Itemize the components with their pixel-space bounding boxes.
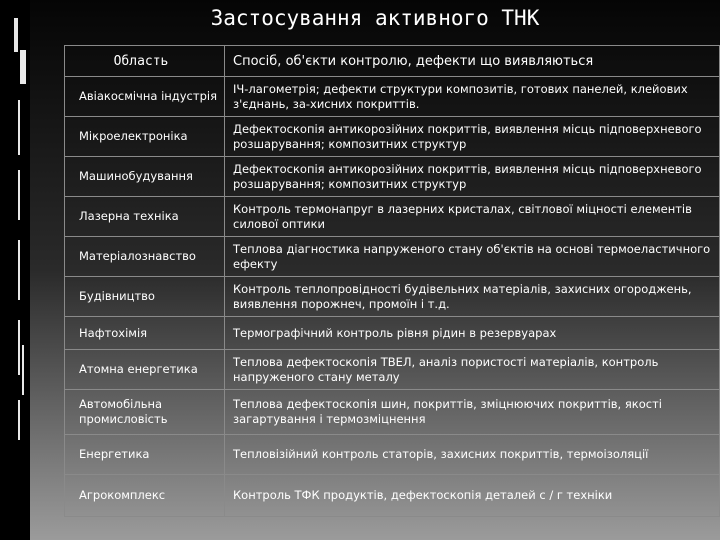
table-row (65, 277, 720, 317)
column-header-area: Область (65, 46, 225, 77)
table-header-row (65, 46, 720, 77)
area-cell: Лазерна техніка (65, 197, 225, 237)
area-cell: Авіакосмічна індустрія (65, 77, 225, 117)
area-cell: Машинобудування (65, 157, 225, 197)
methods-cell: Теплова дефектоскопія шин, покриттів, зміцнюючих покриттів, якості загартування і термозміцнення (225, 390, 720, 435)
methods-cell: Контроль теплопровідності будівельних матеріалів, захисних огороджень, виявлення порожнеч, промоїн і т.д. (225, 277, 720, 317)
methods-cell: Теплова дефектоскопія ТВЕЛ, аналіз пористості матеріалів, контроль напруженого стану металу (225, 350, 720, 390)
decor-bar (18, 320, 20, 375)
area-cell: Нафтохімія (65, 317, 225, 350)
applications-table (64, 45, 720, 517)
area-cell: Автомобільна промисловість (65, 390, 225, 435)
table-row (65, 237, 720, 277)
slide-title: Застосування активного ТНК (210, 6, 540, 30)
table-row (65, 77, 720, 117)
table-row (65, 117, 720, 157)
methods-cell: Теплова діагностика напруженого стану об'єктів на основі термоеластичного ефекту (225, 237, 720, 277)
area-cell: Будівництво (65, 277, 225, 317)
methods-cell: Контроль термонапруг в лазерних кристалах, світлової міцності елементів силової оптики (225, 197, 720, 237)
table-row (65, 475, 720, 517)
table-row (65, 435, 720, 475)
methods-cell: Дефектоскопія антикорозійних покриттів, виявлення місць підповерхневого розшарування; композитних структур (225, 117, 720, 157)
area-cell: Агрокомплекс (65, 475, 225, 517)
area-cell: Енергетика (65, 435, 225, 475)
methods-cell: ІЧ-лагометрія; дефекти структури композитів, готових панелей, клейових з'єднань, за-хисних покриттів. (225, 77, 720, 117)
table-row (65, 317, 720, 350)
left-sidebar (0, 0, 29, 540)
decor-bar (18, 170, 20, 220)
area-cell: Атомна енергетика (65, 350, 225, 390)
table-row (65, 350, 720, 390)
table-row (65, 157, 720, 197)
methods-cell: Тепловізійний контроль статорів, захисних покриттів, термоізоляції (225, 435, 720, 475)
area-cell: Матеріалознавство (65, 237, 225, 277)
methods-cell: Дефектоскопія антикорозійних покриттів, виявлення місць підповерхневого розшарування; композитних структур (225, 157, 720, 197)
methods-cell: Термографічний контроль рівня рідин в резервуарах (225, 317, 720, 350)
decor-bar (18, 100, 20, 155)
decor-bar (14, 18, 18, 52)
decor-bar (22, 345, 24, 395)
decor-bar (20, 50, 26, 84)
column-header-methods: Спосіб, об'єкти контролю, дефекти що виявляються (225, 46, 720, 77)
table-row (65, 390, 720, 435)
methods-cell: Контроль ТФК продуктів, дефектоскопія деталей с / г техніки (225, 475, 720, 517)
decor-bar (18, 400, 20, 440)
area-cell: Мікроелектроніка (65, 117, 225, 157)
table-row (65, 197, 720, 237)
decor-bar (18, 240, 20, 300)
